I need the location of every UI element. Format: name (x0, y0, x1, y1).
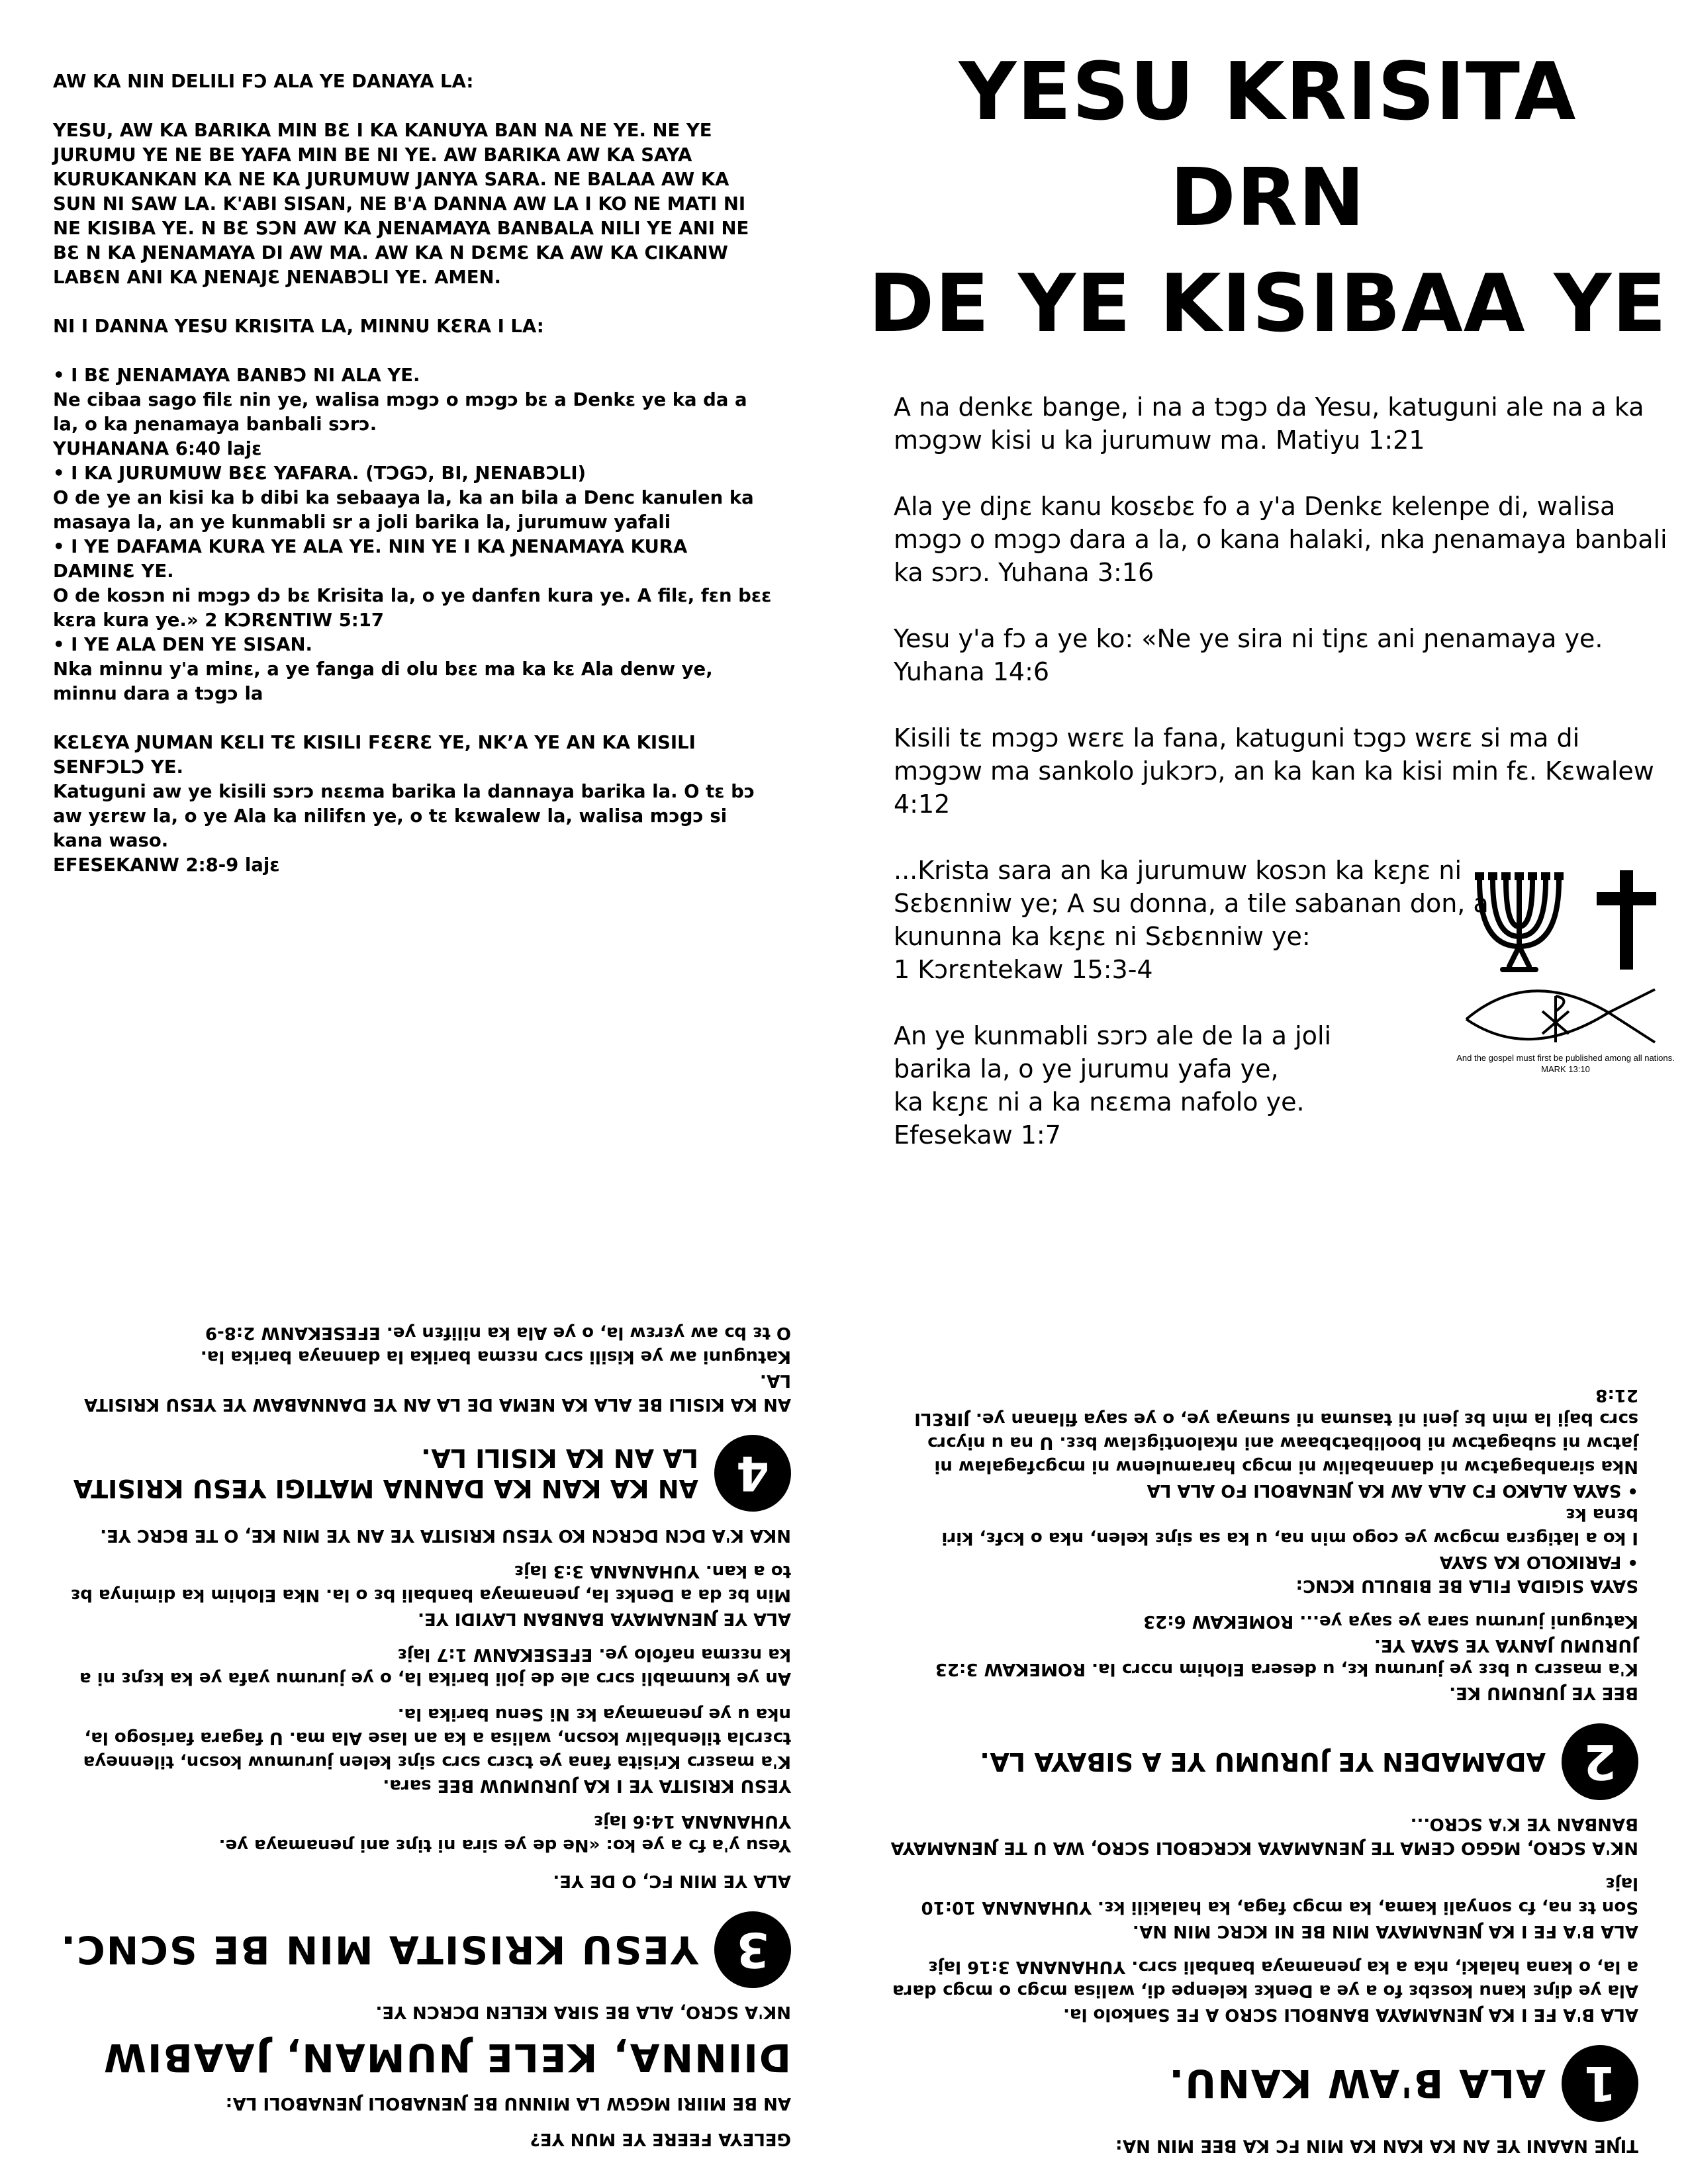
closing-body: Katuguni aw ye kisili sɔrɔ nɛɛma barika la dannaya barika la. O tɛ bɔ aw yɛrɛw la, o ye Ala ka nilifɛn ye, o tɛ kɛwalew la, walisa mɔgɔ si kana waso. (53, 781, 755, 851)
verse: Ala ye diɲɛ kanu kosɛbɛ fo a y'a Denkɛ kelenpe di, walisa mɔgɔ o mɔgɔ dara a la, o kana halaki, nka ɲenamaya banbali ka sɔrɔ. Yuhana 3:16 (894, 492, 1667, 587)
section-subline: NK'A SCRO, ALA BE SIRA KELEN DCRCN YE. (375, 2002, 791, 2022)
lead-answer: AN BE MIIRI MGGW LA MINNU BE ƝENABOLI ƝENABOLI LA: (225, 2093, 791, 2113)
list-item: • SAYA ALAKO FƆ ALA AW KA ƝENABOLI FO ALA LA (1147, 1480, 1638, 1500)
step-title: ADAMADEN YE JURUMU YE A SIBAYA LA. (980, 1747, 1546, 1776)
list-item: • I YE DAFAMA KURA YE ALA YE. NIN YE I KA ƝENAMAYA KURA DAMINƐ YE. (53, 536, 688, 582)
step-number-badge: 1 (1562, 2045, 1638, 2122)
list-item: • I BƐ ƝENAMAYA BANBƆ NI ALA YE. (53, 365, 420, 386)
step-number-badge: 4 (714, 1435, 791, 1512)
panel-steps-3-4 (56, 1158, 791, 2151)
prayer-panel (53, 69, 774, 1042)
panel-steps-1-2 (890, 1165, 1638, 2158)
step-text: Nka siranbagatɔw ni dannabaliw ni mɔgɔ haramulenw ni mɔgɔfagalaw ni jatɔw ni subagatɔw ni boolibatɔbaaw ani nkalontigɛlaw bɛɛ. U na u niyɔrɔ sɔrɔ baji la min bɛ jeni ni tasuma ni sumaya ye, o ye saya filanan ye. JIRƐLI 21:8 (914, 1385, 1638, 1477)
step-2 (890, 1723, 1638, 1800)
list-item: O de ye an kisi ka b dibi ka sebaaya la, ka an bila a Denc kanulen ka masaya la, an ye kunmabli sr a joli barika la, jurumuw yafali (53, 487, 754, 533)
list-item: • I KA JURUMUW BƐƐ YAFARA. (TƆGƆ, BI, ƝENABƆLI) (53, 463, 586, 484)
step-subheading: YESU KRISITA YE I KA JURUMUW BEE sara. (383, 1776, 791, 1796)
list-item: • I YE ALA DEN YE SISAN. (53, 634, 312, 655)
verse: ...Krista sara an ka jurumuw kosɔn ka kɛɲɛ ni Sɛbɛnniw ye; A su donna, a tile sabanan don, a kununna ka kɛɲɛ ni Sɛbɛnniw ye: 1 Kɔrɛntekaw 15:3-4 (894, 856, 1489, 984)
verse: Kisili tɛ mɔgɔ wɛrɛ la fana, katuguni tɔgɔ wɛrɛ si ma di mɔgɔw ma sankolo jukɔrɔ, an ka kan ka kisi min fɛ. Kɛwalew 4:12 (894, 723, 1654, 819)
title-line-2: DE YE KISIBAA YE (868, 258, 1667, 350)
list-item: YUHANANA 6:40 lajɛ (53, 438, 262, 459)
step-text: Ala ye diɲɛ kanu kosɛbɛ fo a ye a Denkɛ kelenpe di, walisa mɔgɔ o mɔgɔ dara a la, o kana halaki, nka a ka ɲenamaya banbali sɔrɔ. YUHANANA 3:16 lajɛ (892, 1957, 1638, 2001)
step-text: Yesu y'a fɔ a ye ko: «Ne de ye sira ni tiɲɛ ani ɲenamaya ye. (218, 1835, 791, 1855)
step-1 (890, 2045, 1638, 2122)
step-text: O tɛ bɔ aw yɛrɛw la, o ye Ala ka nilifɛn ye. EFESEKANW 2:8-9 (205, 1323, 791, 1343)
list-item: Nka minnu y'a minɛ, a ye fanga di olu bɛɛ ma ka kɛ Ala denw ye, minnu dara a tɔgɔ la (53, 659, 713, 704)
step-subheading: SAYA SIGIDA FILA BE BIBULU KCNC: (1295, 1576, 1638, 1596)
menorah-icon (1475, 872, 1564, 970)
step-4 (56, 1435, 791, 1512)
step-text: Katuguni aw ye kisili sɔrɔ nɛɛma barika la dannaya barika la. (200, 1347, 791, 1367)
step-text: Min bɛ da a Denkɛ la, ɲenamaya banbali bɛ o la. Nka Elohim ka diminya bɛ to a kan. YUHANANA 3:3 lajɛ (70, 1561, 791, 1605)
closing-reference: EFESEKANW 2:8-9 lajɛ (53, 854, 280, 876)
symbol-caption: And the gospel must first be published among all nations. MARK 13:10 (1456, 1053, 1675, 1074)
list-item: Ne cibaa sago filɛ nin ye, walisa mɔgɔ o mɔgɔ bɛ a Denkɛ ye ka da a la, o ka ɲenamaya banbali sɔrɔ. (53, 389, 747, 435)
step-title: AN KA KAN KA DANNA MATIGI YESU KRISITA LA AN KA KISILI LA. (73, 1443, 698, 1503)
step-text: NKA K'A DCN DCRCN KO YESU KRISITA YE AN YE MIN KE, O TE BCRC YE. (100, 1525, 791, 1545)
cross-icon (1597, 870, 1656, 970)
step-subheading: BEE YE JURUMU KE. (1449, 1683, 1638, 1703)
verse: An ye kunmabli sɔrɔ ale de la a joli barika la, o ye jurumu yafa ye, ka kɛɲɛ ni a ka nɛɛma nafolo ye. Efesekaw 1:7 (894, 1021, 1332, 1150)
step-subheading: ALA YE MIN FC, O DE YE. (553, 1871, 791, 1891)
step-text: NK'A SCRO, MGGO CEMA TE ƝENAMAYA KCRCBOLI SCRO, WA U TE ƝENAMAYA BANBAN YE K'A SCRO... (890, 1814, 1638, 1858)
prayer-heading: AW KA NIN DELILI FƆ ALA YE DANAYA LA: (53, 71, 474, 92)
title-panel (861, 40, 1675, 1150)
verse: Yesu y'a fɔ a ye ko: «Ne ye sira ni tiɲɛ ani ɲenamaya ye. Yuhana 14:6 (894, 624, 1603, 686)
verse: A na denkɛ bange, i na a tɔgɔ da Yesu, katuguni ale na a ka mɔgɔw kisi u ka jurumuw ma. Matiyu 1:21 (894, 392, 1644, 455)
step-text: K'a masɛrɔ Krisita fana ye tɔɛrɔ sɔrɔ siɲɛ kelen jurumuw kosɔn, tilenneya tɔɛrɔla tilenbaliw kosɔn, walisa a ka an lase Ala ma. U fagara farisogo la, nka u ye ɲenamaya kɛ Ni Senu barika la. (83, 1704, 791, 1772)
step-title: YESU KRISITA MIN BE SCNC. (60, 1927, 698, 1972)
prayer-body: YESU, AW KA BARIKA MIN BƐ I KA KANUYA BAN NA NE YE. NE YE JURUMU YE NE BE YAFA MIN BE NI YE. AW BARIKA AW KA SAYA KURUKANKAN KA NE KA JURUMUW JANYA SARA. NE BALAA AW KA SUN NI SAW LA. K'ABI SISAN, NE B'A DANNA AW LA I KO NE MATI NI NE KISIBA YE. N BƐ SƆN AW KA ƝENAMAYA BANBALA NILI YE ANI NE BƐ N KA ƝENAMAYA DI AW MA. AW KA N DƐMƐ KA AW KA CIKANW LABƐN ANI KA ƝENAJƐ ƝENABƆLI YE. AMEN. (53, 120, 749, 288)
list-item: • FARIKOLO KA SAYA (1439, 1552, 1638, 1572)
step-title: ALA B'AW KANU. (1168, 2061, 1546, 2106)
step-3 (56, 1911, 791, 1988)
title-line-1: YESU KRISITA DRN (959, 46, 1577, 244)
ichthys-chi-rho-icon (1466, 989, 1655, 1042)
step-text: Son tɛ na, fɔ sonyali kama, ka mɔgɔ faga, ka halakili kɛ. YUHANANA 10:10 lajɛ (921, 1874, 1638, 1917)
step-subheading: ALA YE ƝENAMAYA BANBAN LAYIDI YE. (418, 1609, 791, 1629)
lead-text: TIƝE NAANI YE AN KA KAN KA MIN FC KA BEE MIN NA: (1115, 2136, 1638, 2156)
step-text: K'a masɛrɔ u bɛɛ ye jurumu kɛ, u desera Elohim nɔɔrɔ la. ROMEKAW 3:23 (935, 1659, 1638, 1679)
assurance-list (53, 363, 774, 706)
list-item: O de kosɔn ni mɔgɔ dɔ bɛ Krisita la, o ye danfɛn kura ye. A filɛ, fɛn bɛɛ kɛra kura ye.» 2 KƆRƐNTIW 5:17 (53, 585, 772, 631)
assurance-heading: NI I DANNA YESU KRISITA LA, MINNU KƐRA I LA: (53, 316, 544, 337)
faith-symbols (1456, 860, 1675, 1072)
closing-heading: KƐLƐYA ƝUMAN KƐLI TƐ KISILI FƐƐRƐ YE, NK’A YE AN KA KISILI SENFƆLƆ YE. (53, 732, 696, 778)
step-text: I ko a latigɛra mɔgɔw ye cogo min na, u ka sa siɲɛ kelen, nka o kɔfɛ, kiri bɛna kɛ (941, 1504, 1638, 1548)
step-number-badge: 3 (714, 1911, 791, 1988)
step-text: An ye kunmabli sɔrɔ ale de joli barika la, o ye jurumu yafa ye ka kɛɲɛ ni a ka nɛɛma nafolo ye. EFESEKANW 1:7 lajɛ (79, 1645, 791, 1688)
step-number-badge: 2 (1562, 1723, 1638, 1800)
page-title (861, 40, 1675, 357)
lead-question: GELEYA FEERE YE MUN YE? (530, 2129, 791, 2149)
step-subheading: ALA B'A FE I KA ƝENAMAYA MIN BE NI KCRC MIN NA. (1132, 1921, 1638, 1941)
step-subheading: JURUMU JANYA YE SAYA YE. (1374, 1635, 1638, 1655)
step-subheading: AN KA KISILI BE ALA KA NEMA DE LA AN YE DANNABAW YE YESU KRISITA LA. (84, 1371, 791, 1414)
step-reference: YUHANANA 14:6 lajɛ (593, 1811, 791, 1831)
step-subheading: ALA B'A FE I KA ƝENAMAYA BANBOLI SCRO A FE Sankolo la. (1063, 2005, 1638, 2025)
step-text: Katuguni jurumu sara ye saya ye... ROMEKAW 6:23 (1143, 1612, 1638, 1631)
section-headline: DIINNA, KELE ƝUMAN, JAABIW (102, 2035, 791, 2080)
